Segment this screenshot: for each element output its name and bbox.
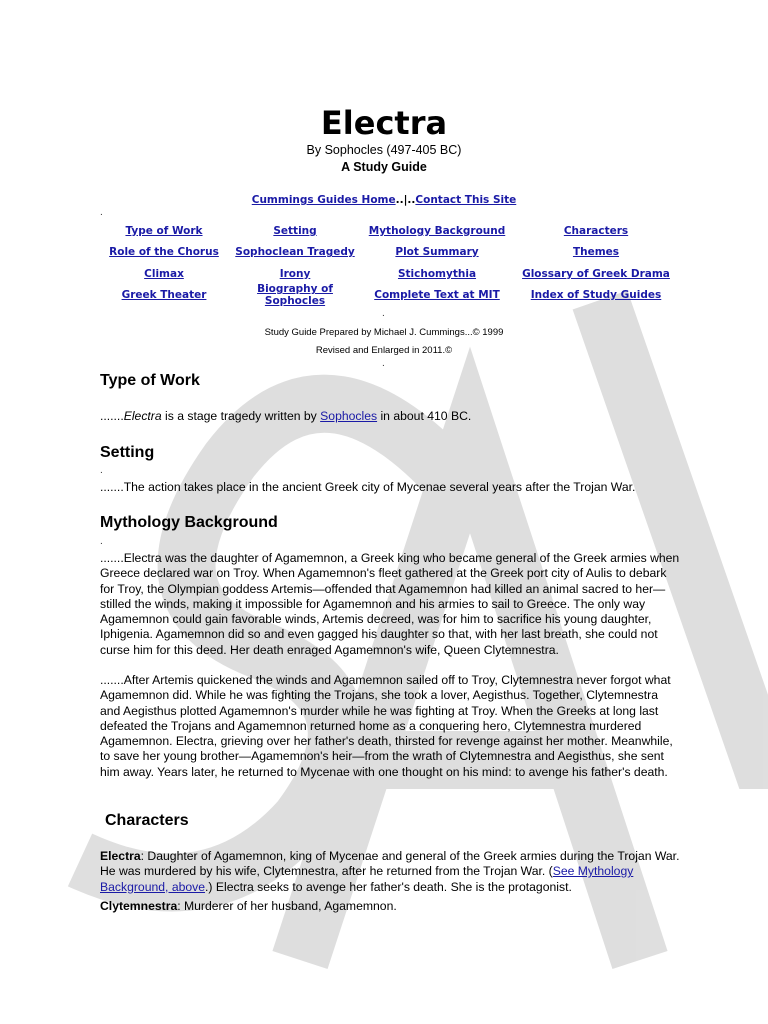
nav-link[interactable]: Plot Summary (395, 246, 479, 259)
nav-link[interactable]: Sophoclean Tragedy (235, 246, 355, 259)
setting-text: .......The action takes place in the ancient Greek city of Mycenae several years after the Trojan War. (100, 480, 636, 494)
nav-link[interactable]: Glossary of Greek Drama (522, 267, 670, 280)
nav-row (96, 263, 676, 285)
link-separator: ..|.. (395, 194, 416, 206)
mythology-paragraph-1: .......Electra was the daughter of Agamemnon, a Greek king who became general of the Greek armies when Greece declared war on Troy. When Agamemnon's fleet gathered at the Greek port city of Aulis to debark for Troy, the Olympian goddess Artemis—offended that Agamemnon had killed an animal sacred to her—stilled the winds, making it impossible for Agamemnon and his armies to sail to Greece. The only way Agamemnon could gain favorable winds, Artemis decreed, was for him to sacrifice his young daughter, Iphigenia. Agamemnon did so and even gagged his daughter so that, with her last breath, she could not curse him for this deed. Her death enraged Agamemnon's wife, Queen Clytemnestra. (100, 551, 680, 657)
dot-marker: . (100, 207, 103, 218)
character-clytemnestra: Clytemnestra: Murderer of her husband, Agamemnon. (100, 899, 397, 913)
dot-marker: . (100, 536, 103, 547)
heading-setting: Setting (100, 444, 155, 461)
nav-link[interactable]: Setting (273, 224, 317, 237)
page-title: Electra (320, 104, 448, 142)
nav-row (96, 220, 676, 242)
sophocles-link[interactable]: Sophocles (320, 409, 378, 423)
byline: By Sophocles (497-405 BC) (306, 143, 462, 157)
mythology-paragraph-2: .......After Artemis quickened the winds and Agamemnon sailed off to Troy, Clytemnestra never forgot what Agamemnon did. While he was fighting the Trojans, she took a lover, Aegisthus. Together, Clytemnestra and Aegisthus plotted Agamemnon's murder while he was fighting at Troy. When the Greeks at long last defeated the Trojans and Agamemnon returned home as a conquering hero, Clytemnestra murdered Agamemnon. Electra, grieving over her father's death, thirsted for revenge against her mother. Meanwhile, to save her young brother—Agamemnon's heir—from the wrath of Clytemnestra and Aegisthus, she sent him away. Years later, he returned to Mycenae with one thought on his mind: to avenge his father's death. (100, 673, 673, 779)
dot-marker: . (382, 358, 385, 369)
revision-line: Revised and Enlarged in 2011.© (315, 345, 453, 356)
nav-link[interactable]: Climax (144, 267, 184, 280)
dot-marker: . (100, 465, 103, 476)
type-of-work-text: .......Electra is a stage tragedy written by Sophocles in about 410 BC. (100, 409, 472, 423)
nav-link[interactable]: Type of Work (125, 224, 203, 237)
heading-mythology: Mythology Background (100, 514, 278, 531)
home-link[interactable]: Cummings Guides Home (251, 194, 396, 206)
nav-link[interactable]: Index of Study Guides (530, 289, 662, 302)
nav-row (96, 285, 676, 307)
character-electra: Electra: Daughter of Agamemnon, king of Mycenae and general of the Greek armies during the Trojan War. He was murdered by his wife, Clytemnestra, after he returned from the Trojan War. (See Mythology Background, above.) Electra seeks to avenge her father's death. She is the protagonist. (100, 849, 680, 894)
nav-link[interactable]: Greek Theater (121, 289, 207, 302)
nav-row (96, 242, 676, 264)
dot-marker: . (382, 308, 385, 319)
nav-link[interactable]: Role of the Chorus (109, 246, 219, 259)
nav-link[interactable]: Characters (563, 224, 629, 237)
heading-characters: Characters (105, 812, 189, 829)
nav-link[interactable]: Biography of Sophocles (257, 283, 333, 308)
nav-link[interactable]: Irony (279, 267, 311, 280)
nav-link[interactable]: Mythology Background (368, 224, 506, 237)
nav-link[interactable]: Stichomythia (397, 267, 477, 280)
nav-table (96, 220, 676, 306)
contact-link[interactable]: Contact This Site (415, 194, 517, 206)
mythology-background-link[interactable]: See Mythology Background, above (100, 864, 634, 894)
heading-type-of-work: Type of Work (100, 372, 200, 389)
top-links (0, 194, 768, 206)
credit-line: Study Guide Prepared by Michael J. Cummings...© 1999 (264, 327, 504, 338)
nav-link[interactable]: Complete Text at MIT (374, 289, 500, 302)
subtitle: A Study Guide (341, 160, 427, 174)
nav-link[interactable]: Themes (572, 246, 620, 259)
